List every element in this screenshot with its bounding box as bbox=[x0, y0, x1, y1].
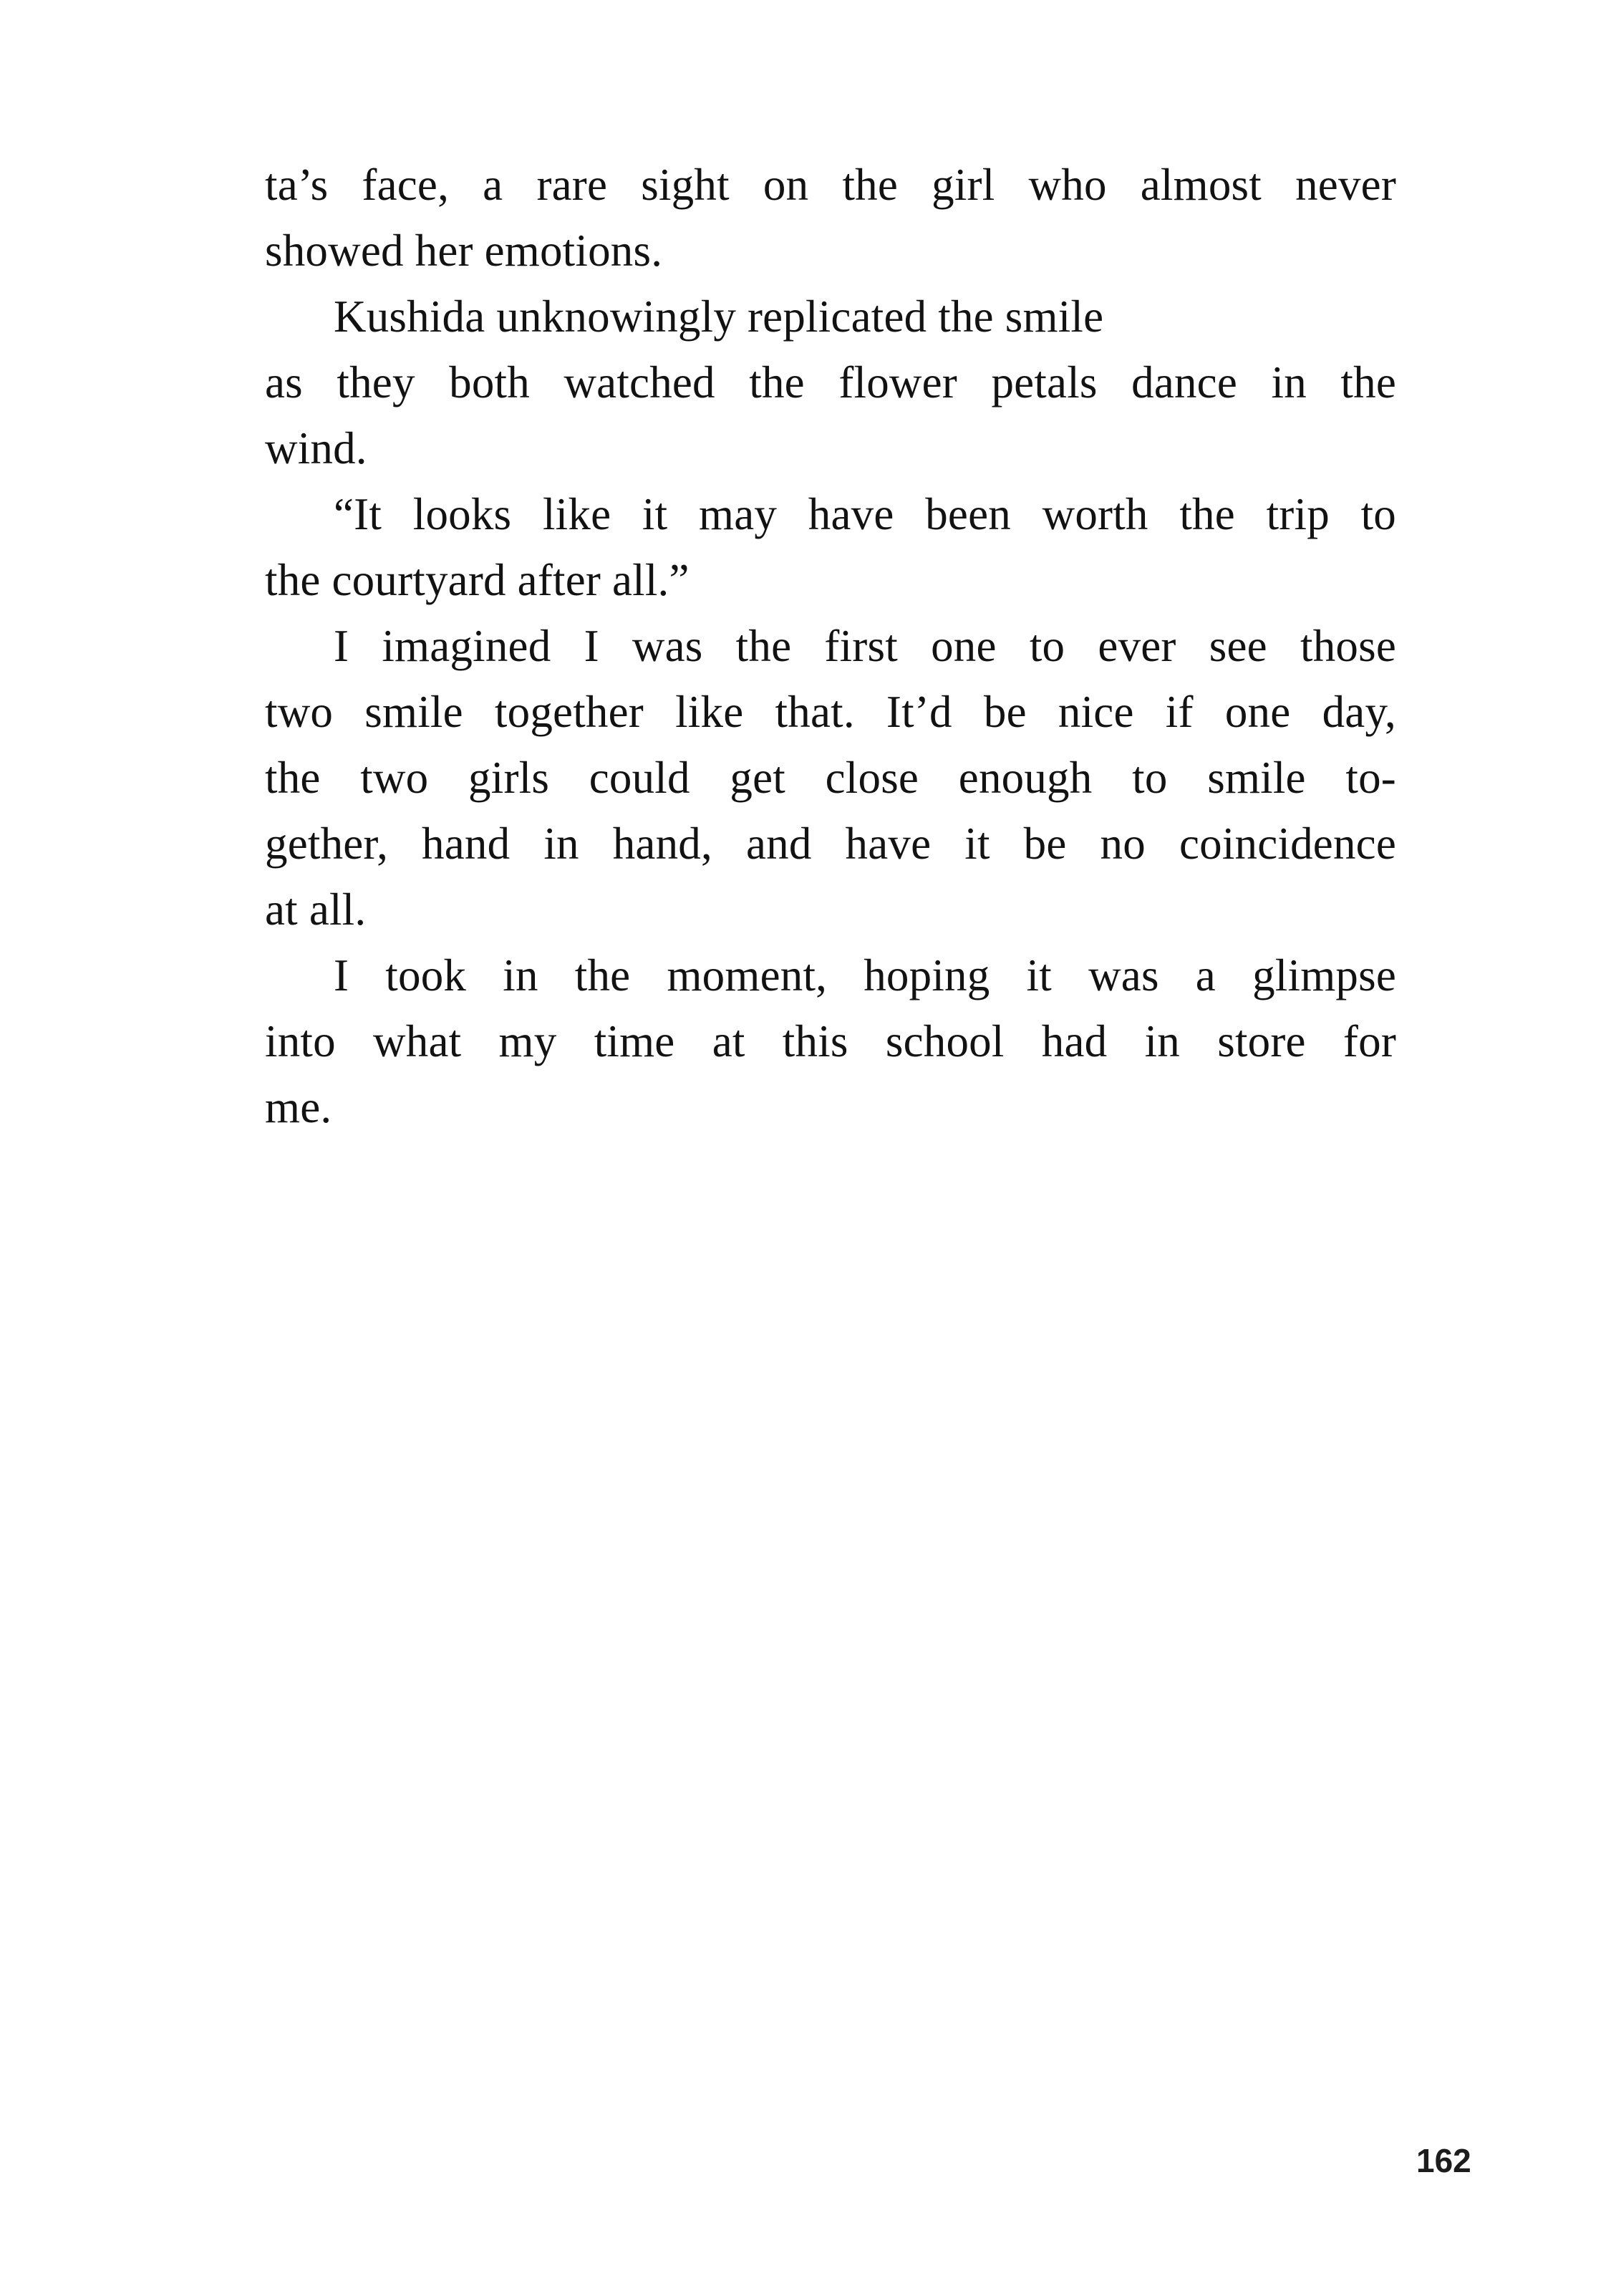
text-line: gether, hand in hand, and have it be no coincidence bbox=[265, 819, 1396, 869]
text-line: me. bbox=[265, 1082, 332, 1132]
text-line: into what my time at this school had in store for bbox=[265, 1016, 1396, 1066]
text-line: showed her emotions. bbox=[265, 226, 663, 276]
text-line: the courtyard after all.” bbox=[265, 555, 690, 605]
text-line: “It looks like it may have been worth the trip to bbox=[334, 489, 1396, 539]
text-line: Kushida unknowingly replicated the smile bbox=[334, 291, 1104, 342]
text-line: as they both watched the flower petals dance in the bbox=[265, 357, 1396, 407]
text-line: ta’s face, a rare sight on the girl who almost never bbox=[265, 160, 1396, 210]
text-line: wind. bbox=[265, 423, 367, 473]
text-line: at all. bbox=[265, 884, 367, 935]
text-line: I imagined I was the first one to ever see those bbox=[334, 621, 1396, 671]
text-line: the two girls could get close enough to smile to- bbox=[265, 753, 1396, 803]
page-text-block bbox=[265, 152, 1396, 1140]
text-line: I took in the moment, hoping it was a glimpse bbox=[334, 950, 1396, 1000]
page-number: 162 bbox=[1416, 2142, 1471, 2179]
text-line: two smile together like that. It’d be nice if one day, bbox=[265, 687, 1396, 737]
